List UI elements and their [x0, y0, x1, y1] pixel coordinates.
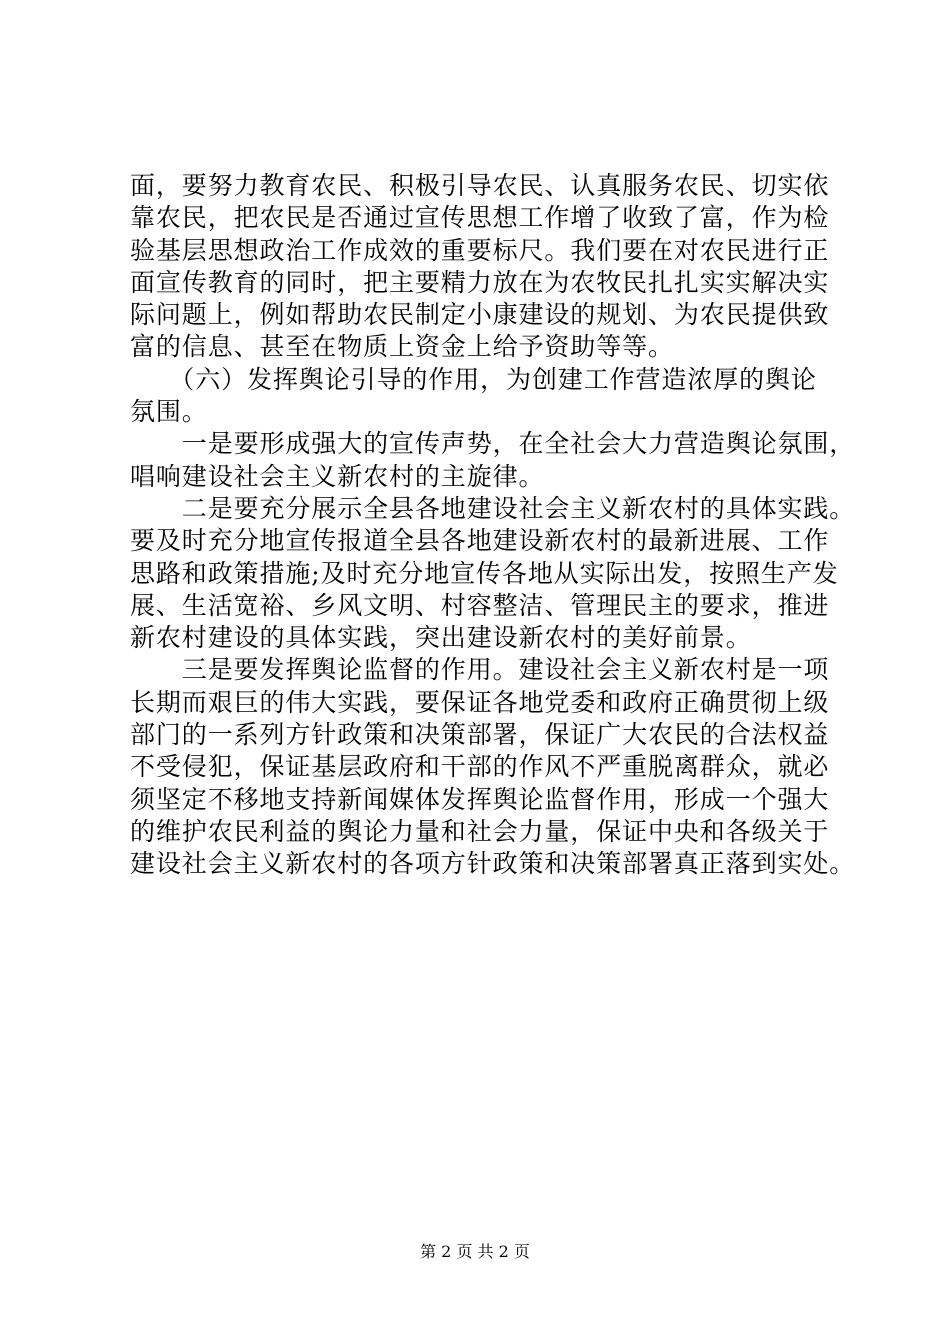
text-line: 面宣传教育的同时，把主要精力放在为农牧民扎扎实实解决实 — [130, 267, 830, 297]
text-line: 富的信息、甚至在物质上资金上给予资助等等。 — [130, 332, 674, 362]
text-line: 不受侵犯，保证基层政府和干部的作风不严重脱离群众，就必 — [130, 752, 830, 782]
section-heading-line: 氛围。 — [130, 397, 208, 427]
section-heading-line: （六）发挥舆论引导的作用，为创建工作营造浓厚的舆论 — [130, 364, 817, 394]
text-line: 部门的一系列方针政策和决策部署，保证广大农民的合法权益 — [130, 720, 830, 750]
body-text — [130, 170, 856, 881]
text-line: 一是要形成强大的宣传声势，在全社会大力营造舆论氛围， — [130, 429, 856, 459]
text-line: 三是要发挥舆论监督的作用。建设社会主义新农村是一项 — [130, 655, 830, 685]
text-line: 长期而艰巨的伟大实践，要保证各地党委和政府正确贯彻上级 — [130, 687, 830, 717]
text-line: 新农村建设的具体实践，突出建设新农村的美好前景。 — [130, 623, 752, 653]
text-line: 唱响建设社会主义新农村的主旋律。 — [130, 461, 545, 491]
text-line: 思路和政策措施;及时充分地宣传各地从实际出发，按照生产发 — [130, 558, 839, 588]
page-footer — [0, 1242, 950, 1262]
text-line: 建设社会主义新农村的各项方针政策和决策部署真正落到实处。 — [130, 849, 856, 879]
text-line: 际问题上，例如帮助农民制定小康建设的规划、为农民提供致 — [130, 300, 830, 330]
text-line: 靠农民，把农民是否通过宣传思想工作增了收致了富，作为检 — [130, 203, 830, 233]
text-line: 的维护农民利益的舆论力量和社会力量，保证中央和各级关于 — [130, 816, 830, 846]
text-line: 要及时充分地宣传报道全县各地建设新农村的最新进展、工作 — [130, 526, 830, 556]
page-number-label: 第 2 页 共 2 页 — [420, 1242, 530, 1261]
text-line: 面，要努力教育农民、积极引导农民、认真服务农民、切实依 — [130, 171, 830, 200]
text-line: 展、生活宽裕、乡风文明、村容整洁、管理民主的要求，推进 — [130, 590, 830, 620]
text-line: 须坚定不移地支持新闻媒体发挥舆论监督作用，形成一个强大 — [130, 784, 830, 814]
text-line: 验基层思想政治工作成效的重要标尺。我们要在对农民进行正 — [130, 235, 830, 265]
text-line: 二是要充分展示全县各地建设社会主义新农村的具体实践。 — [130, 493, 856, 523]
